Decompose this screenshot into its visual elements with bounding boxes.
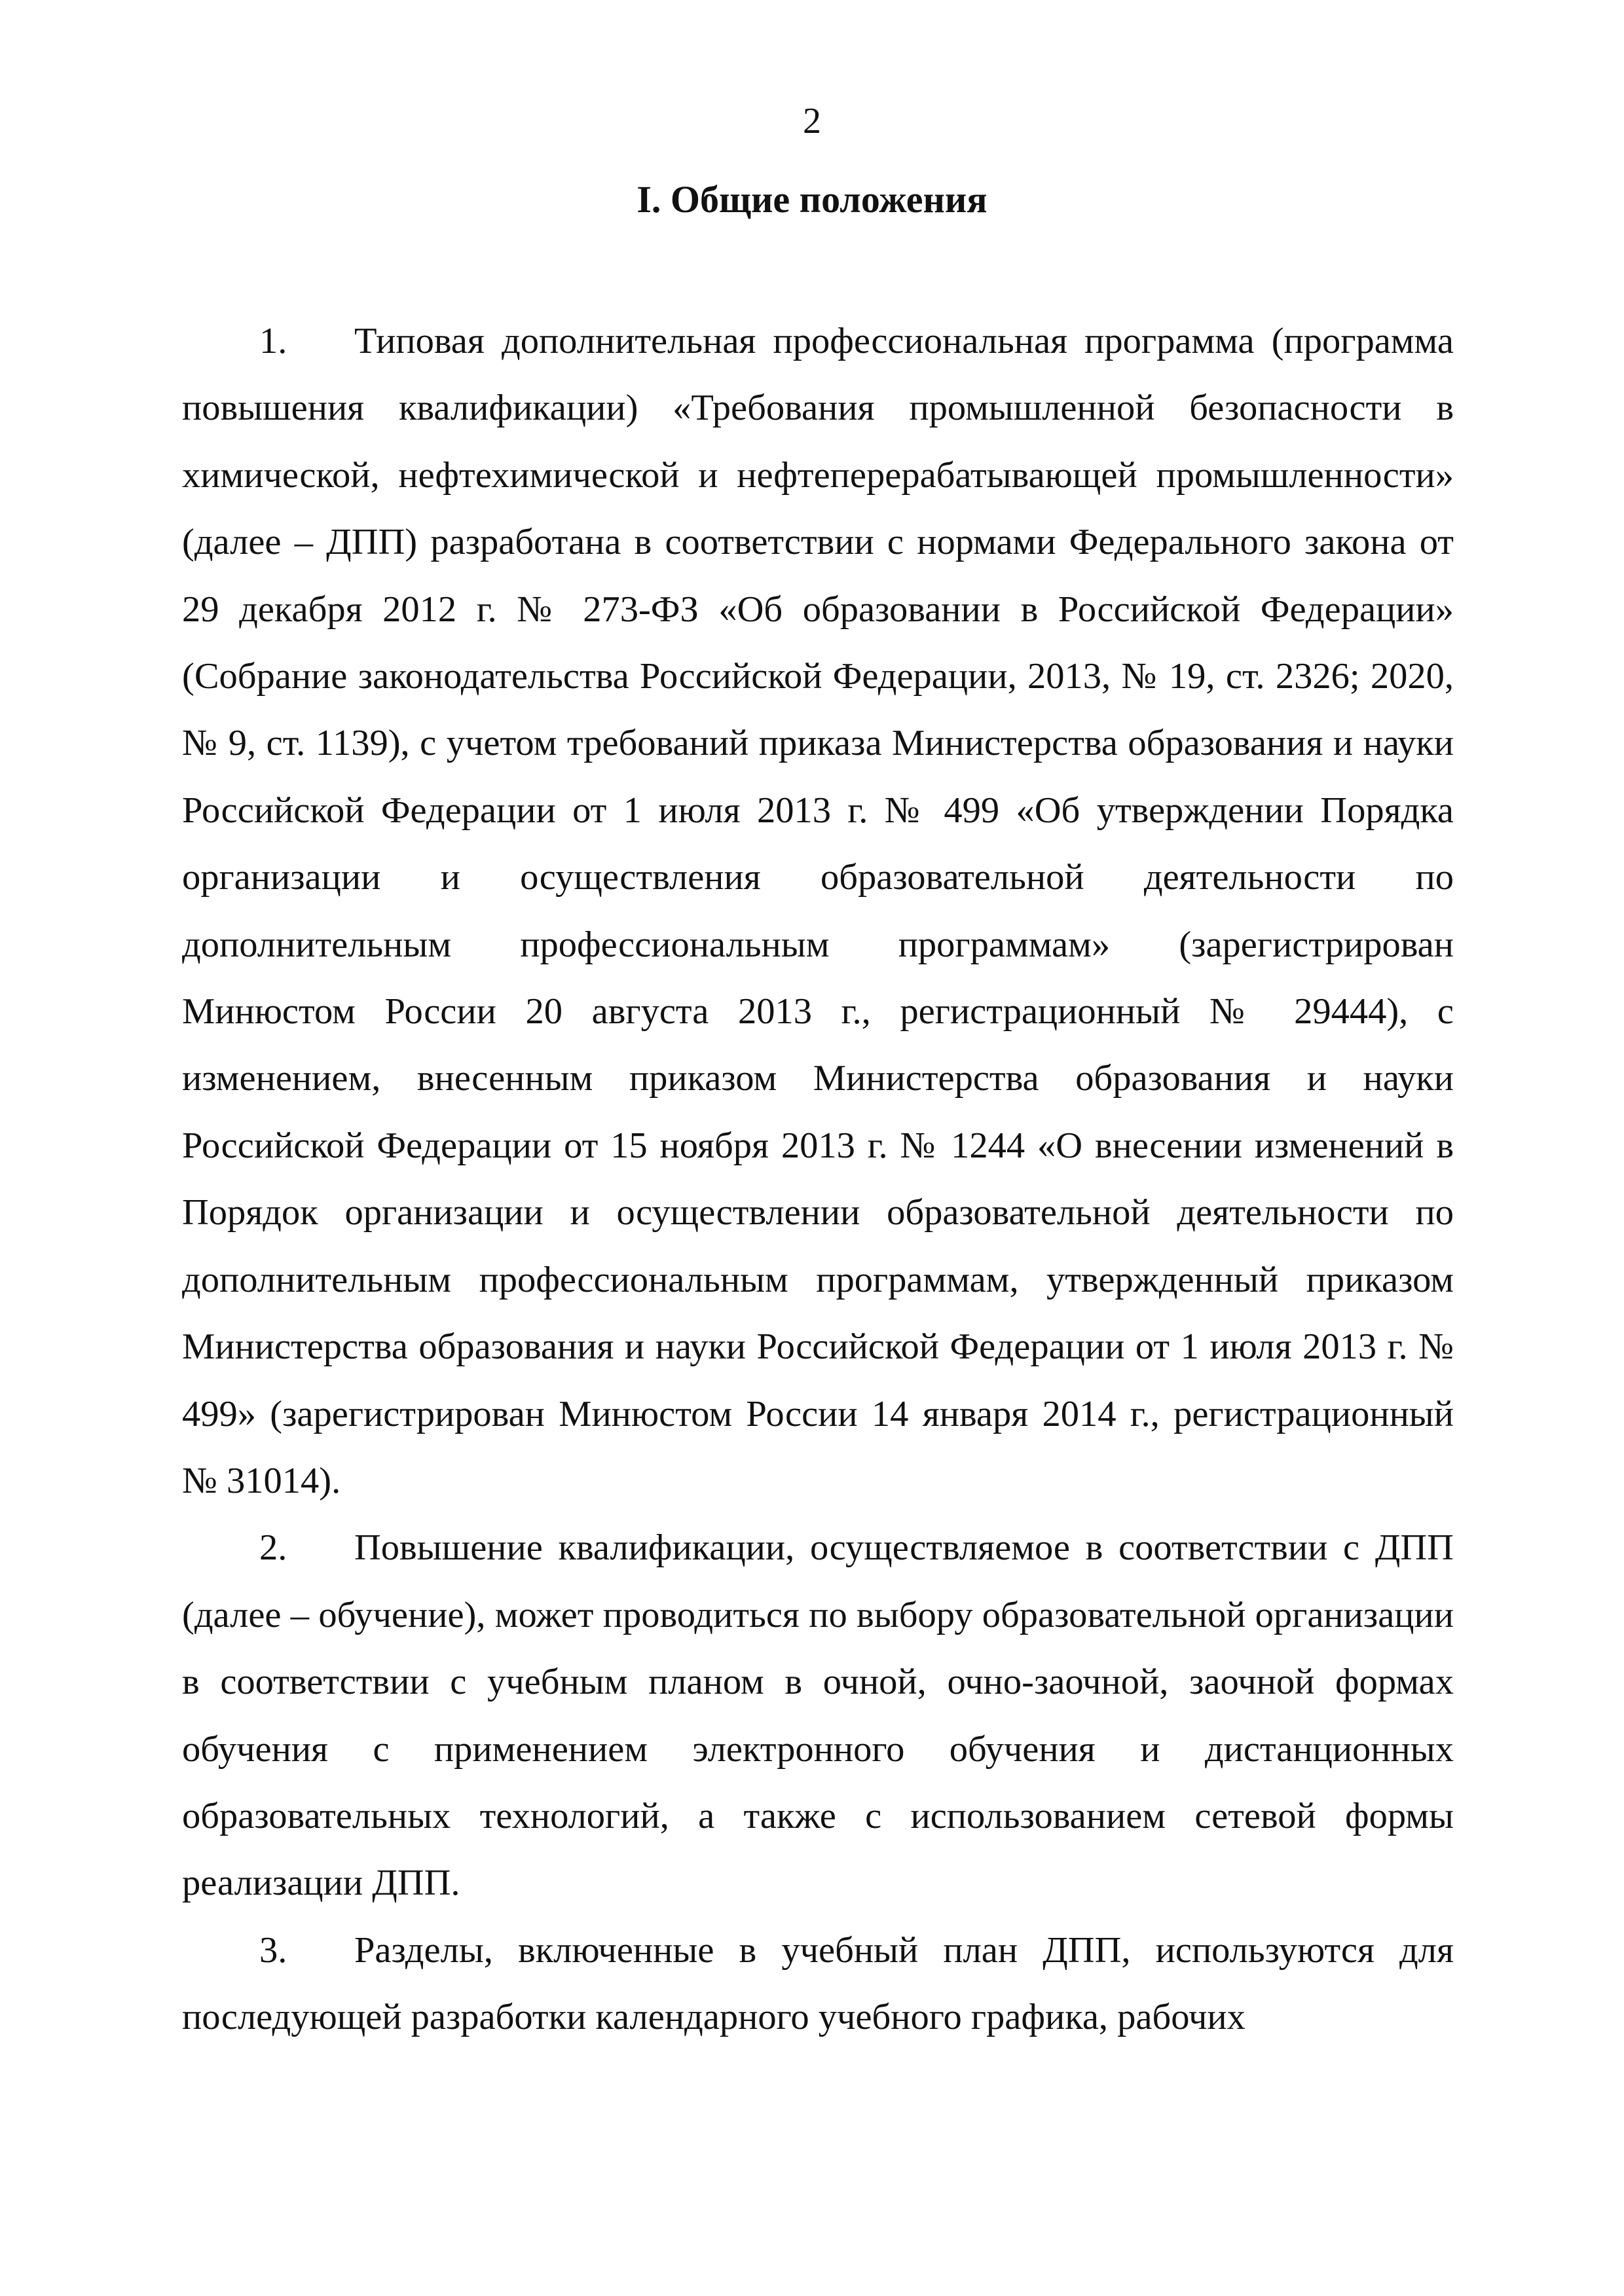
body-text (182, 308, 1454, 2051)
paragraph-text: Повышение квалификации, осуществляемое в соответствии с ДПП (далее – обучение), может проводиться по выбору образовательной организации в соответствии с учебным планом в очной, очно-заочной, заочной формах обучения с применением электронного обучения и дистанционных образовательных технологий, а также с использованием сетевой формы реализации ДПП. (182, 1527, 1454, 1904)
paragraph-number: 1. (259, 321, 287, 361)
paragraph-1 (182, 308, 1454, 1514)
paragraph-3 (182, 1917, 1454, 2051)
paragraph-number: 2. (259, 1527, 287, 1569)
paragraph-text: Типовая дополнительная профессиональная программа (программа повышения квалификации) «Требования промышленной безопасности в химической, нефтехимической и нефтеперерабатывающей промышленности» (далее – ДПП) разработана в соответствии с нормами Федерального закона от 29 декабря 2012 г. № 273-ФЗ «Об образовании в Российской Федерации» (Собрание законодательства Российской Федерации, 2013, № 19, ст. 2326; 2020, № 9, ст. 1139), с учетом требований приказа Министерства образования и науки Российской Федерации от 1 июля 2013 г. № 499 «Об утверждении Порядка организации и осуществления образовательной деятельности по дополнительным профессиональным программам» (зарегистрирован Минюстом России 20 августа 2013 г., регистрационный № 29444), с изменением, внесенным приказом Министерства образования и науки Российской Федерации от 15 ноября 2013 г. № 1244 «О внесении изменений в Порядок организации и осуществлении образовательной деятельности по дополнительным профессиональным программам, утвержденный приказом Министерства образования и науки Российской Федерации от 1 июля 2013 г. № 499» (зарегистрирован Минюстом России 14 января 2014 г., регистрационный № 31014). (182, 321, 1454, 1501)
paragraph-text: Разделы, включенные в учебный план ДПП, используются для последующей разработки календарного учебного графика, рабочих (182, 1929, 1454, 2038)
page-number: 2 (803, 101, 821, 141)
section-title: I. Общие положения (637, 178, 987, 221)
paragraph-number: 3. (259, 1929, 287, 1971)
paragraph-2 (182, 1514, 1454, 1916)
